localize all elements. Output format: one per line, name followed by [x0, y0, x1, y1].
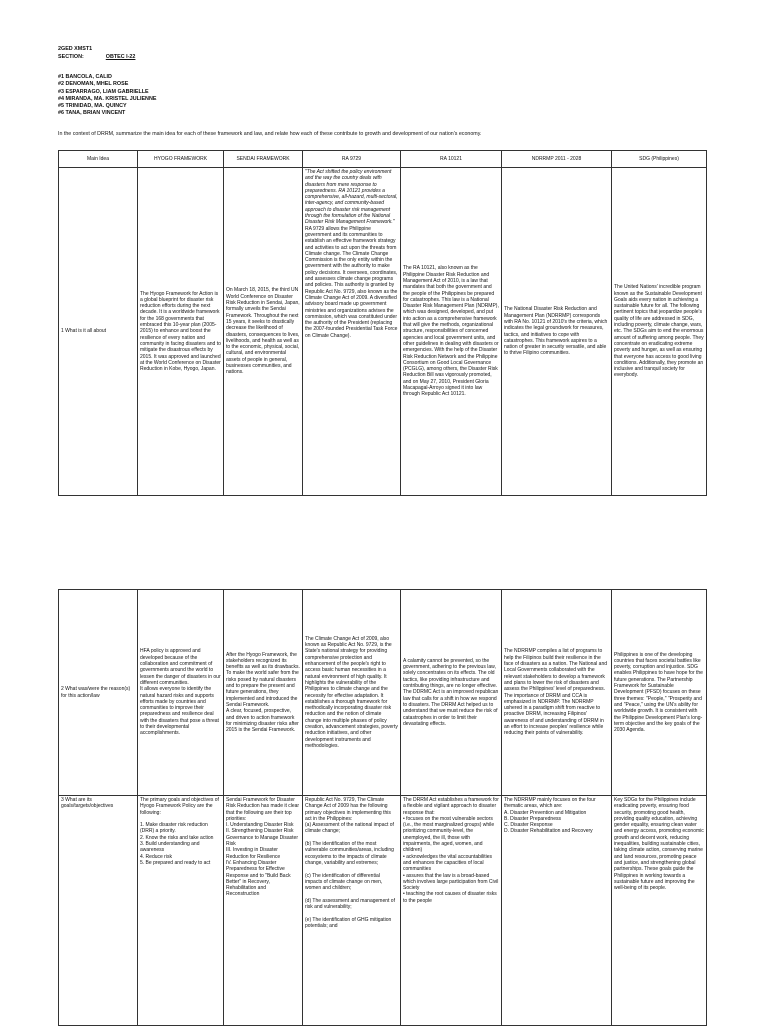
member-item: #2 DENOMAN, MHEL ROSE	[58, 81, 129, 88]
quote-text: "The Act shifted the policy environment and the way the country deals with disasters from mere response to preparedness. RA 10121 provides a comprehensive, all-hazard, multi-sectoral, inter-agency, and community-based approach to disaster risk management through the formulation of the National Disaster Risk Management Framework."	[305, 169, 398, 226]
row-label: 3 What are its goals/targets/objectives	[59, 796, 138, 1026]
table-row	[59, 590, 707, 796]
table-cell: After the Hyogo Framework, the stakeholders recognized its benefits as well as its drawbacks. To make the world safer from the risks posed by natural disasters and to prepare the present and future generations, they implemented and introduced the Sendai Framework. A clear, focused, prospective, and driven to action framework for minimizing disaster risks after 2015 is the Sendai Framework.	[224, 590, 303, 796]
row-label: 1 What is it all about	[59, 168, 138, 496]
assignment-prompt: In the context of DRRM, summarize the main idea for each of these framework and law, and relate how each of these contribute to growth and development of our nation's economy.	[58, 131, 482, 137]
member-item: #1 BANCOLA, CALID	[58, 74, 112, 80]
table-cell: Philippines is one of the developing countries that faces societal battles like poverty, corruption and injustice. SDG enables Philippines to have hope for the future generations. The Partnership Framework for Sustainable Development (PFSD) focuses on these three themes: "People," "Prosperity and and "Peace," using the UN's ability for worldwide growth. It is consistent with the Philippine Development Plan's long-term objective and the key goals of the 2030 Agenda.	[612, 590, 707, 796]
table-cell: Republic Act No. 9729, The Climate Change Act of 2009 has the following primary objectives in implementing this act in the Philippines: (a) Assessment of the national impact of climate change; (b) The identification of the most vulnerable communities/areas, including ecosystems to the impacts of climate change, variability and extremes; (c) The identification of differential impacts of climate change on men, women and children; (d) The assessment and management of risk and vulnerability; (e) The identification of GHG mitigation potentials; and	[303, 796, 401, 1026]
table-cell: The primary goals and objectives of Hyogo Framework Policy are the following: 1. Make disaster risk reduction (DRR) a priority. 2. Know the risks and take action 3. Build understanding and awareness 4. Reduce risk 5. Be prepared and ready to act	[138, 796, 224, 1026]
member-item: #4 MIRANDA, MA. KRISTEL JULIENNE	[58, 95, 157, 102]
table-cell: Key SDGs for the Philippines include eradicating poverty, ensuring food security, promoting good health, providing quality education, achieving gender equality, ensuring clean water and energy access, promoting economic growth and decent work, reducing inequalities, building sustainable cities, taking climate action, conserving marine and land resources, promoting peace and justice, and strengthening global partnerships. These goals guide the Philippines in working towards a sustainable future and improving the well-being of its people.	[612, 796, 707, 1026]
member-item: #3 ESPARRAGO, LIAM GABRIELLE	[58, 88, 149, 95]
table-cell: Sendai Framework for Disaster Risk Reduction has made it clear that the following are their top priorities: I. Understanding Disaster Risk II. Strengthening Disaster Risk Governance to Manage Disaster Risk III. Investing in Disaster Reduction for Resilience IV. Enhancing Disaster Preparedness for Effective Response and to "Build Back Better" in Recovery, Rehabilitation and Reconstruction	[224, 796, 303, 1026]
member-item: #5 TRINIDAD, MA. QUINCY	[58, 103, 127, 110]
column-header-sendai: SENDAI FRAMEWORK	[224, 151, 303, 168]
table-row	[59, 168, 707, 496]
column-header-ra10121: RA 10121	[401, 151, 502, 168]
table-cell: The Climate Change Act of 2009, also known as Republic Act No. 9729, is the State's national strategy for providing comprehensive protection and enhancement of the people's right to access basic human necessities in a natural environment of high quality. It highlights the vulnerability of the Philippines to climate change and the necessity for effective adaptation. It establishes a thorough framework for methodically incorporating disaster risk reduction and the notion of climate change into multiple phases of policy creation, advancement strategies, poverty reduction initiatives, and other development instruments and methodologies.	[303, 590, 401, 796]
table-cell: The NDRRMP mainly focuses on the four thematic areas, which are: A. Disaster Prevention and Mitigation B. Disaster Preparedness C. Disaster Response D. Disaster Rehabilitation and Recovery	[502, 796, 612, 1026]
table-cell: The National Disaster Risk Reduction and Management Plan (NDRRMP) corresponds with RA No. 10121 of 2010's the criteria, which indicates the legal groundwork for measures, tactics, and initiatives to cope with catastrophes. This framework aspires to a nation of greater in security versatile, and able to thrive Filipino communities.	[502, 168, 612, 496]
table-cell: The RA 10121, also known as the Philippine Disaster Risk Reduction and Management Act of 2010, is a law that mandates that both the government and the people of the Philippines be prepared for catastrophes. This law is a National Disaster Risk Management Plan (NDRMP), which was designed, developed, and put into action as a comprehensive framework that will give the methods, organizational structure, responsibilities of concerned agencies and local government units, and other guidelines in dealing with disasters or emergencies. With the help of the Disaster Risk Reduction Network and the Philippine Consortium on Good Local Governance (PCGLG), among others, the Disaster Risk Reduction Bill was vigorously promoted, and on May 27, 2010, President Gloria Macapagal-Arroyo signed it into law through Republic Act 10121.	[401, 168, 502, 496]
class-code: 2GED XMST1	[58, 46, 93, 52]
table-cell	[303, 168, 401, 496]
cell-text: RA 9729 allows the Philippine government and its communities to establish an effective framework strategy and activities to act upon the threats from Climate change. The Climate Change Commission is the only entity within the government with the authority to make policy decisions. It oversees, coordinates, and assesses climate change programs and policies. This authority is granted by Republic Act No. 9729, also known as the Climate Change Act of 2009. A diversified advisory board made up government ministries and organizations advises the commission, which was constituted under the authority of the President (replacing the 2007-founded Presidential Task Force on Climate Change).	[305, 225, 398, 339]
table-cell: HFA policy is approved and developed because of the collaboration and commitment of governments around the world to lessen the danger of disasters in our different communities. It allows everyone to identify the natural hazard risks and supports efforts made by countries and communities to improve their preparedness and resilience deal with the disasters that pose a threat to their developmental accomplishments.	[138, 590, 224, 796]
row-label: 2 What was/were the reason(s) for this action/law	[59, 590, 138, 796]
column-header-ndrrmp: NDRRMP 2011 - 2028	[502, 151, 612, 168]
table-cell: A calamity cannot be prevented, so the government, adhering to the previous law, solely concentrates on its effects. The old tactics, like providing infrastructure and contributing things, are no longer effective. The DDRMC Act is an improved republican law that calls for a shift in how we respond to disasters. The DRRM Act helped us to understand that we must reduce the risk of catastrophes in order to limit their devastating effects.	[401, 590, 502, 796]
comparison-table-part2	[58, 589, 707, 1026]
document-header	[58, 46, 135, 61]
section-value: OBTEC I-22	[105, 53, 136, 60]
comparison-table-part1	[58, 150, 707, 496]
section-label: SECTION:	[58, 53, 84, 60]
table-cell: On March 18, 2015, the third UN World Conference on Disaster Risk Reduction in Sendai, Japan, formally unveils the Sendai Framework. Throughout the next 15 years, it seeks to drastically decrease the likelihood of disasters, consequences to lives, livelihoods, and health as well as to the economic, physical, social, cultural, and environmental assets of people in general, businesses communities, and nations.	[224, 168, 303, 496]
column-header-main-idea: Main Idea	[59, 151, 138, 168]
column-header-hyogo: HYOGO FRAMEWORK	[138, 151, 224, 168]
table-row	[59, 796, 707, 1026]
table-cell: The United Nations' incredible program known as the Sustainable Development Goals aids every nation in achieving a sustainable future for all. The following pertinent topics that jeopardize people's quality of life are addressed in SDG, including poverty, climate change, wars, etc. The SDGs aim to end the enormous amount of suffering among people. They concentrate on eradicating extreme poverty and hunger, as well as ensuring that everyone has access to good living conditions. Additionally, they promote an inclusive and tranquil society for everybody.	[612, 168, 707, 496]
member-item: #6 TANA, BRIAN VINCENT	[58, 110, 126, 117]
table-cell: The Hyogo Framework for Action is a global blueprint for disaster risk reduction efforts during the next decade. It is a worldwide framework for the 168 governments that embraced this 10-year plan (2005-2015) to enhance and boost the resilience of every nation and community in facing disasters and to mitigate the disastrous effects by 2015. It was approved and launched at the World Conference on Disaster Reduction in Kobe, Hyogo, Japan.	[138, 168, 224, 496]
column-header-sdg: SDG (Philippines)	[612, 151, 707, 168]
table-header-row	[59, 151, 707, 168]
table-cell: The NDRRMP compiles a list of programs to help the Filipinos build their resilience in the face of disasters as a nation. The National and Local Governments collaborated with the relevant stakeholders to develop a framework and plans to lower the risk of disasters and assess the Philippines' level of preparedness. The importance of DRRM and CCA is emphasized in NDRRMP. The NDRRMP ushered in a paradigm shift from reactive to proactive DRRM, increasing Filipinos' awareness of and understanding of DRRM in an effort to increase peoples' resilience while reducing their points of vulnerability.	[502, 590, 612, 796]
member-list	[58, 74, 156, 118]
column-header-ra9729: RA 9729	[303, 151, 401, 168]
section-line	[58, 54, 135, 62]
table-cell: The DRRM Act establishes a framework for a flexible and vigilant approach to disaster response that: • focuses on the most vulnerable sectors (i.e., the most marginalized groups) while prioritizing community-level, the unemployed, the ill, those with impairments, the aged, women, and children) • acknowledges the vital accountabilities and enhances the capacities of local communities • assures that the law is a broad-based which involves large participation from Civil Society • teaching the root causes of disaster risks to the people	[401, 796, 502, 1026]
